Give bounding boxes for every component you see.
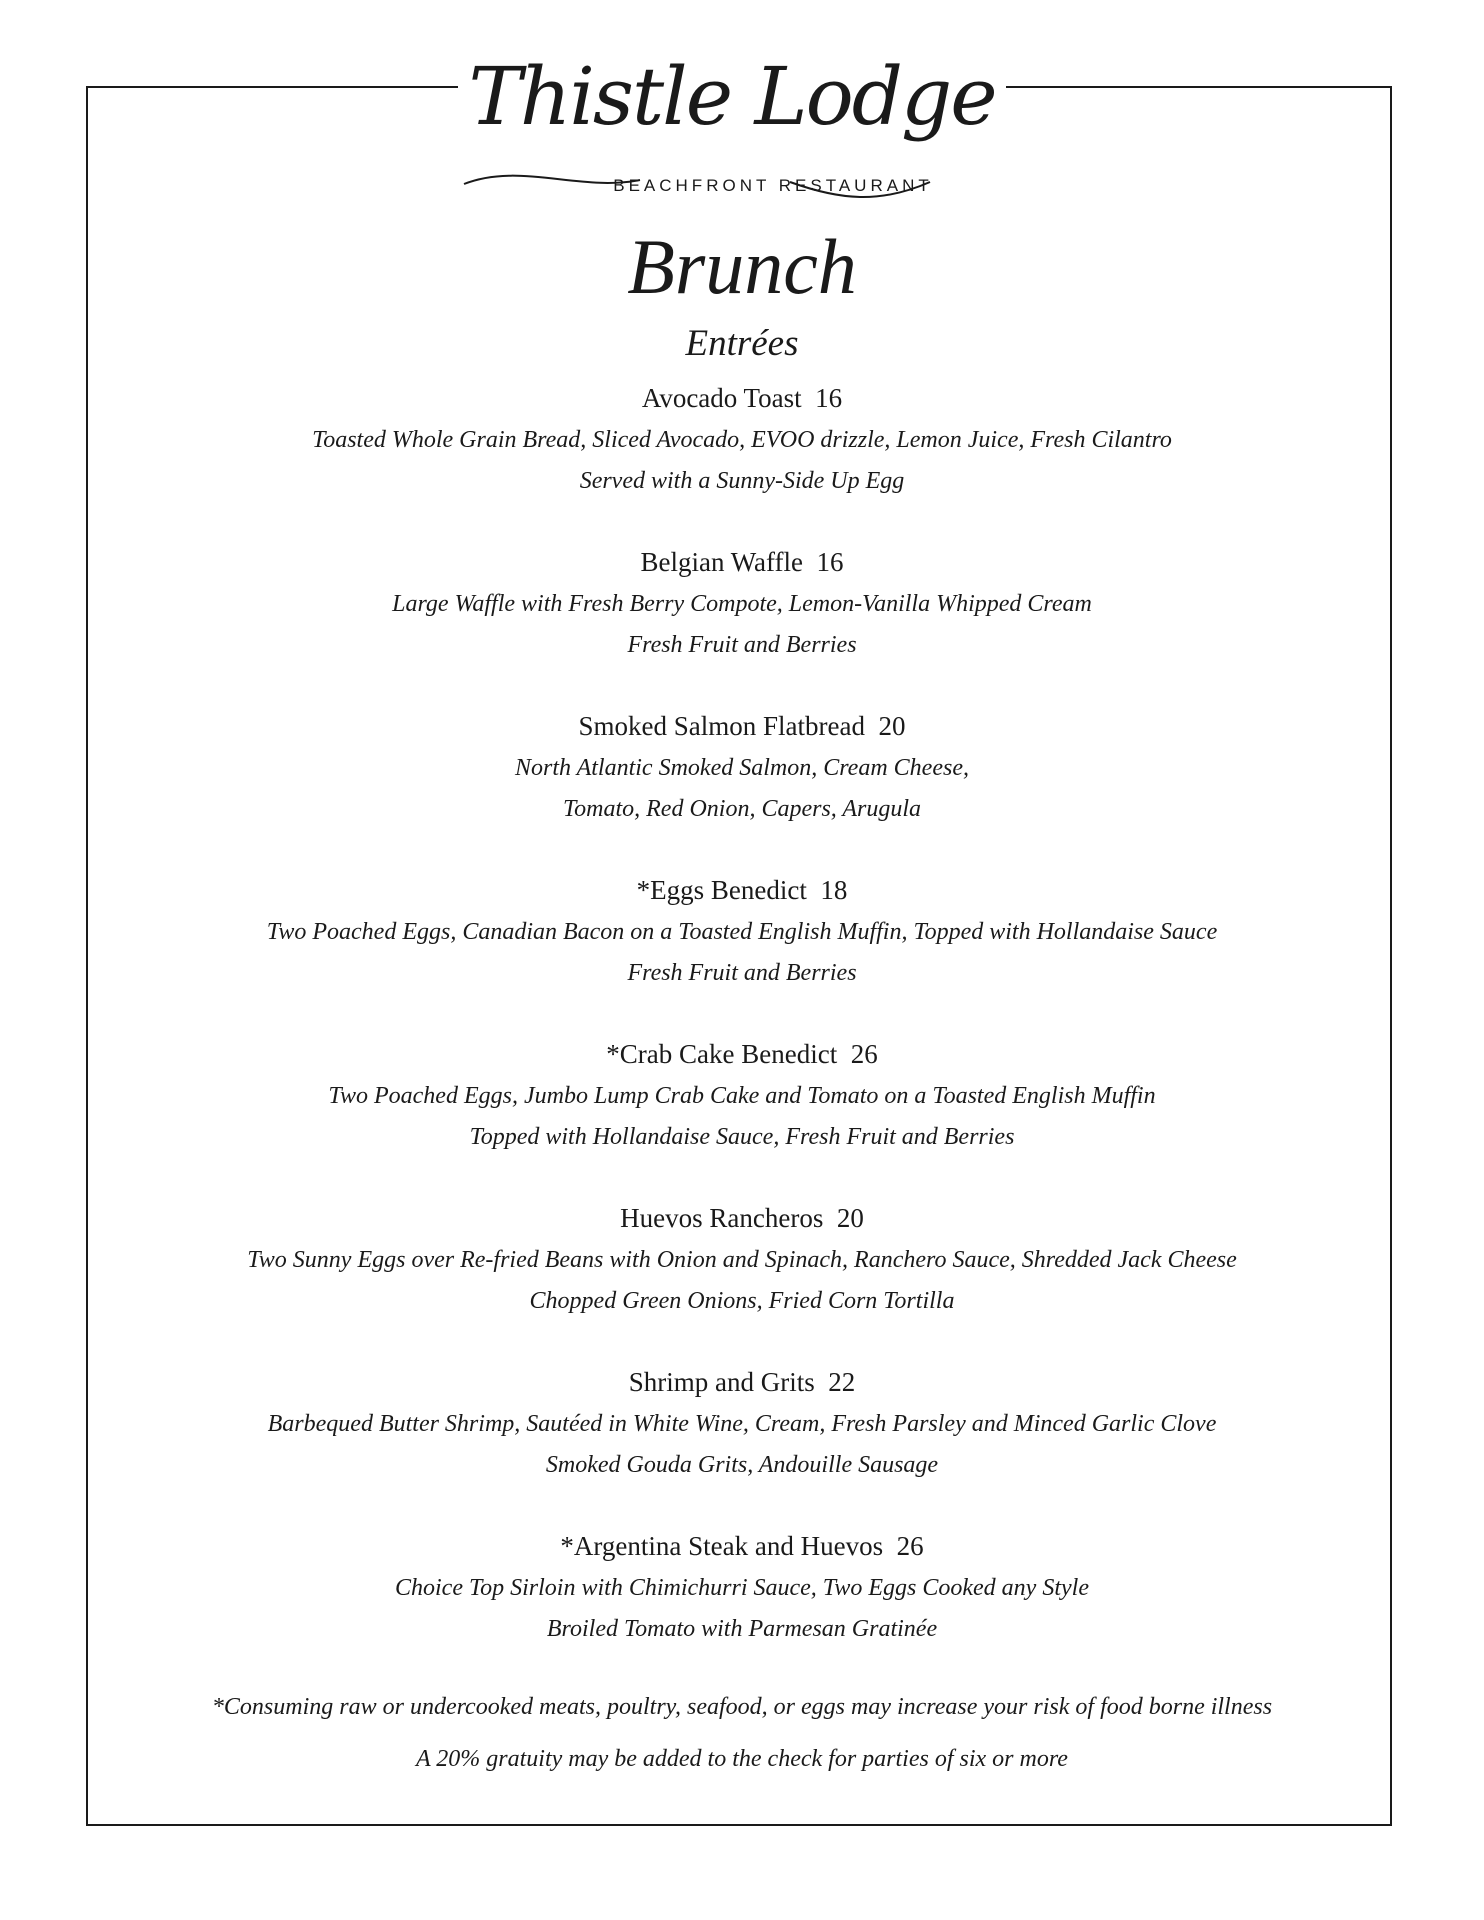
item-description: Choice Top Sirloin with Chimichurri Sauce, Two Eggs Cooked any Style xyxy=(395,1575,1089,1601)
item-name: *Argentina Steak and Huevos 26 xyxy=(560,1531,924,1561)
item-name: Avocado Toast 16 xyxy=(641,383,843,413)
section-heading: Entrées xyxy=(685,323,799,364)
item-description: Broiled Tomato with Parmesan Gratinée xyxy=(546,1616,938,1642)
menu-item-huevos-rancheros xyxy=(0,1196,1484,1360)
menu-item-shrimp-and-grits xyxy=(0,1360,1484,1524)
gratuity-note: A 20% gratuity may be added to the check for parties of six or more xyxy=(416,1746,1068,1772)
item-description: Chopped Green Onions, Fried Corn Tortilla xyxy=(529,1288,955,1314)
item-description: Fresh Fruit and Berries xyxy=(627,960,857,986)
menu-item-smoked-salmon-flatbread xyxy=(0,704,1484,868)
item-description: Tomato, Red Onion, Capers, Arugula xyxy=(562,796,922,822)
item-name: *Eggs Benedict 18 xyxy=(636,875,848,905)
menu-item-avocado-toast xyxy=(0,376,1484,540)
item-description: Smoked Gouda Grits, Andouille Sausage xyxy=(545,1452,939,1478)
menu-items xyxy=(0,376,1484,1688)
item-name: Huevos Rancheros 20 xyxy=(620,1203,864,1233)
item-description: Topped with Hollandaise Sauce, Fresh Fruit and Berries xyxy=(469,1124,1015,1150)
item-name: Belgian Waffle 16 xyxy=(640,547,844,577)
item-description: Two Sunny Eggs over Re-fried Beans with Onion and Spinach, Ranchero Sauce, Shredded Jack Cheese xyxy=(247,1247,1237,1273)
item-description: Large Waffle with Fresh Berry Compote, Lemon-Vanilla Whipped Cream xyxy=(392,591,1092,617)
menu-item-eggs-benedict xyxy=(0,868,1484,1032)
menu-footnotes xyxy=(0,1690,1484,1794)
restaurant-name: Thistle Lodge xyxy=(468,50,996,143)
menu-item-crab-cake-benedict xyxy=(0,1032,1484,1196)
raw-food-warning: *Consuming raw or undercooked meats, poultry, seafood, or eggs may increase your risk of food borne illness xyxy=(211,1694,1273,1720)
item-description: Barbequed Butter Shrimp, Sautéed in White Wine, Cream, Fresh Parsley and Minced Garlic Clove xyxy=(267,1411,1217,1437)
item-name: Smoked Salmon Flatbread 20 xyxy=(578,711,906,741)
item-description: Fresh Fruit and Berries xyxy=(627,632,857,658)
menu-title: Brunch xyxy=(627,223,857,310)
restaurant-logo xyxy=(458,30,1006,200)
item-name: Shrimp and Grits 22 xyxy=(628,1367,856,1397)
menu-item-belgian-waffle xyxy=(0,540,1484,704)
item-description: Two Poached Eggs, Jumbo Lump Crab Cake and Tomato on a Toasted English Muffin xyxy=(328,1083,1156,1109)
item-name: *Crab Cake Benedict 26 xyxy=(606,1039,878,1069)
item-description: Two Poached Eggs, Canadian Bacon on a Toasted English Muffin, Topped with Hollandaise Sauce xyxy=(266,919,1218,945)
item-description: Served with a Sunny-Side Up Egg xyxy=(579,468,905,494)
item-description: Toasted Whole Grain Bread, Sliced Avocado, EVOO drizzle, Lemon Juice, Fresh Cilantro xyxy=(312,427,1172,453)
restaurant-subtitle: BEACHFRONT RESTAURANT xyxy=(613,176,933,195)
menu-item-argentina-steak-and-huevos xyxy=(0,1524,1484,1688)
item-description: North Atlantic Smoked Salmon, Cream Cheese, xyxy=(515,755,969,781)
